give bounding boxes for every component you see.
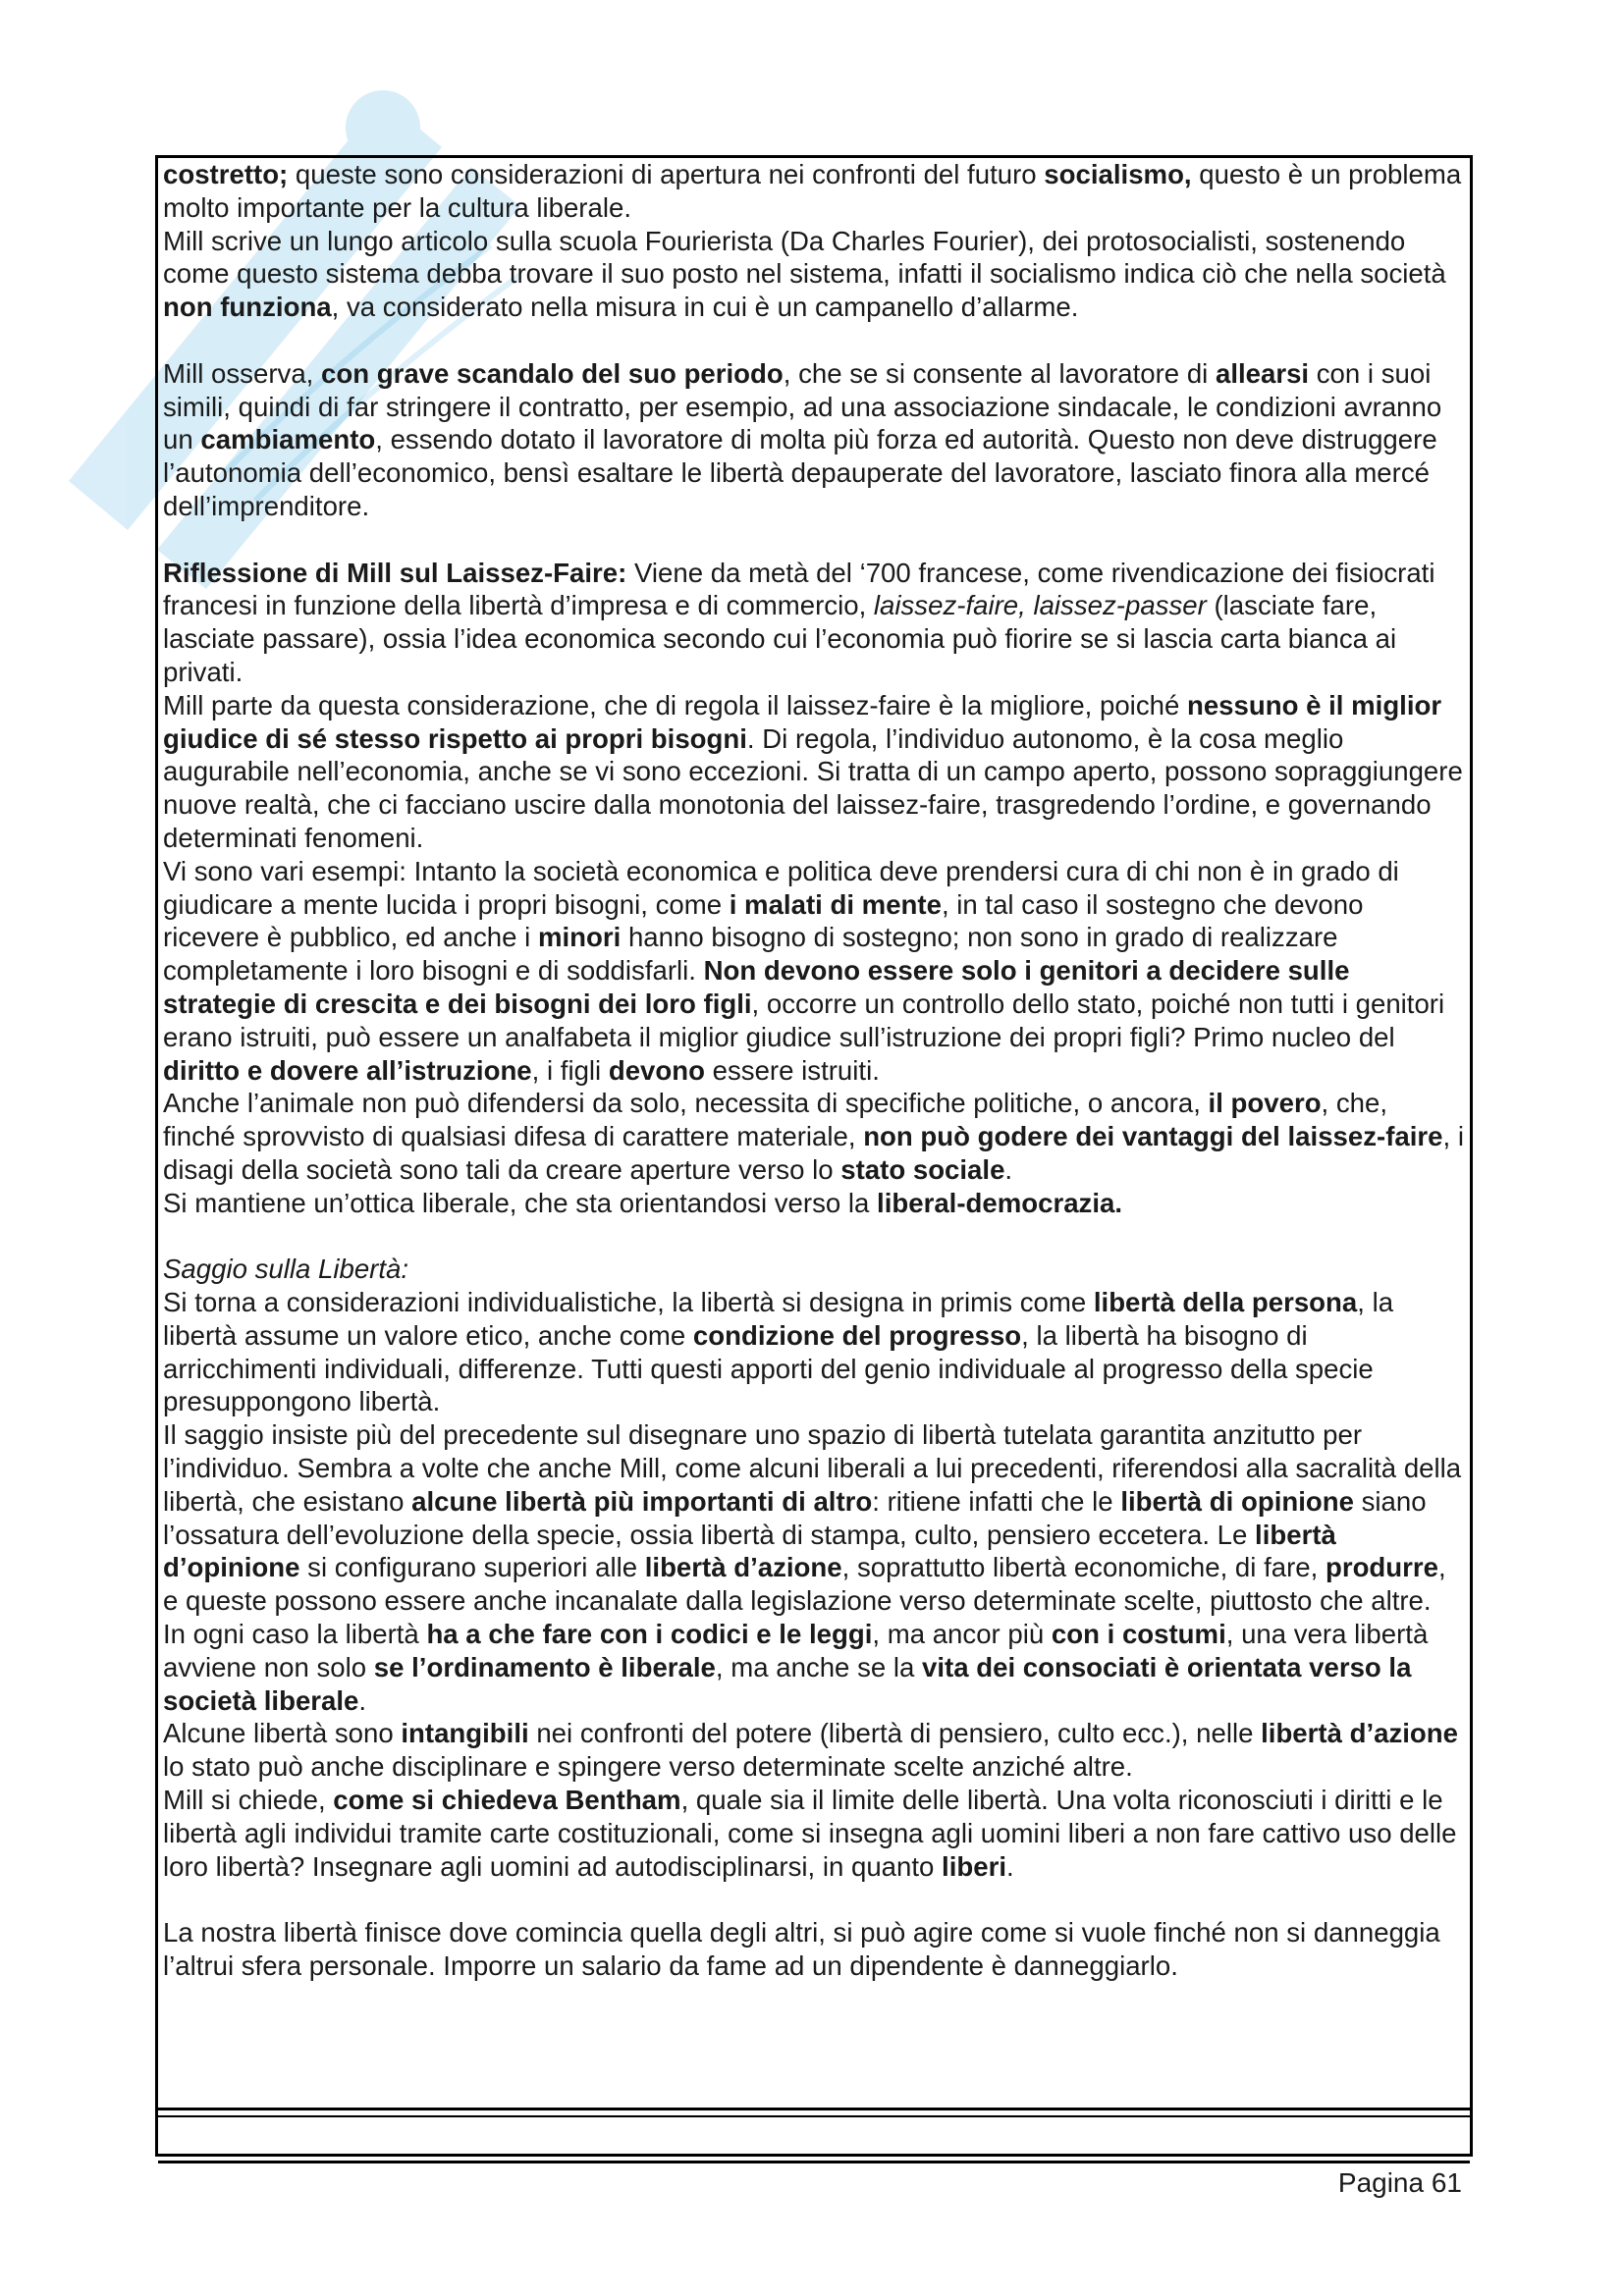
text-run: , la libertà ha bisogno di arricchimenti individuali, differenze. Tutti questi apporti del genio individuale al progresso della specie presuppongono libertà.	[163, 1319, 1374, 1417]
paragraph	[163, 1618, 1467, 1717]
text-run: siano l’ossatura dell’evoluzione della specie, ossia libertà di stampa, culto, pensiero eccetera. Le	[163, 1485, 1427, 1550]
text-run: : ritiene infatti che le	[872, 1485, 1121, 1517]
paragraph-gap	[163, 1220, 1467, 1254]
text-run: Viene da metà del ‘700 francese, come rivendicazione dei fisiocrati francesi in funzione della libertà d’impresa e di commercio,	[163, 557, 1435, 621]
bold-text: con grave scandalo del suo periodo	[321, 357, 784, 389]
text-run: , quale sia il limite delle libertà. Una volta riconosciuti i diritti e le libertà agli individui tramite carte costituzionali, come si insegna agli uomini liberi a non fare cattivo uso delle loro libertà? Insegnare agli uomini ad autodisciplinarsi, in quanto	[163, 1785, 1457, 1882]
footer-frame	[155, 2108, 1473, 2157]
bold-text: libertà d’opinione	[163, 1519, 1336, 1583]
bold-text: liberi	[942, 1850, 1006, 1882]
text-run: , i disagi della società sono tali da creare aperture verso lo	[163, 1121, 1464, 1185]
text-run: questo è un problema molto importante per la cultura liberale.	[163, 159, 1462, 223]
paragraph	[163, 158, 1467, 225]
bold-text: come si chiedeva Bentham	[333, 1785, 681, 1816]
text-run: Si torna a considerazioni individualistiche, la libertà si designa in primis come	[163, 1287, 1094, 1318]
bold-text: cambiamento	[200, 424, 376, 455]
paragraph	[163, 855, 1467, 1088]
text-run: Si mantiene un’ottica liberale, che sta orientandosi verso la	[163, 1187, 878, 1218]
page-number: Pagina 61	[1337, 2167, 1462, 2198]
paragraph	[163, 1187, 1467, 1220]
text-run: Mill parte da questa considerazione, che di regola il laissez-faire è la migliore, poiché	[163, 689, 1187, 721]
bold-text: vita dei consociati è orientata verso la società liberale	[163, 1651, 1412, 1716]
text-run: nei confronti del potere (libertà di pensiero, culto ecc.), nelle	[528, 1718, 1262, 1749]
bold-text: con i costumi	[1051, 1619, 1226, 1650]
text-run: , in tal caso il sostegno che devono ricevere è pubblico, ed anche i	[163, 888, 1364, 953]
paragraph	[163, 1784, 1467, 1883]
paragraph-gap	[163, 523, 1467, 557]
text-run: Il saggio insiste più del precedente sul disegnare uno spazio di libertà tutelata garantita anzitutto per l’individuo. Sembra a volte che anche Mill, come alcuni liberali a lui precedenti, riferendosi alla sacralità della libertà, che esistano	[163, 1419, 1462, 1517]
text-run: In ogni caso la libertà	[163, 1619, 427, 1650]
paragraph	[163, 1916, 1467, 1983]
bold-text: intangibili	[401, 1718, 529, 1749]
bold-text: minori	[537, 922, 622, 953]
text-run: (lasciate fare, lasciate passare), ossia l’idea economica secondo cui l’economia può fiorire se si lascia carta bianca ai privati.	[163, 590, 1397, 687]
bold-text: socialismo,	[1044, 159, 1192, 189]
bold-text: libertà della persona	[1093, 1287, 1358, 1318]
paragraph	[163, 225, 1467, 324]
text-run: , soprattutto libertà economiche, di fare,	[841, 1552, 1325, 1583]
text-run: , ma ancor più	[872, 1619, 1052, 1650]
paragraph	[163, 357, 1467, 523]
text-run: , una vera libertà avviene non solo	[163, 1619, 1429, 1682]
document-body	[163, 158, 1467, 1983]
bold-text: produrre	[1325, 1552, 1438, 1583]
text-run: , va considerato nella misura in cui è un campanello d’allarme.	[331, 292, 1079, 323]
text-run: Mill osserva,	[163, 357, 321, 389]
paragraph	[163, 1087, 1467, 1186]
bold-text: alcune libertà più importanti di altro	[411, 1485, 873, 1517]
paragraph	[163, 1418, 1467, 1618]
text-run: .	[358, 1684, 367, 1716]
bold-text: libertà d’azione	[1261, 1718, 1458, 1749]
bold-text: diritto e dovere all’istruzione	[163, 1054, 532, 1086]
bold-text: nessuno è il miglior giudice di sé stesso rispetto ai propri bisogni	[163, 689, 1442, 754]
text-run: Alcune libertà sono	[163, 1718, 402, 1749]
paragraph	[163, 1253, 1467, 1286]
bold-text: allearsi	[1215, 357, 1310, 389]
bold-text: Riflessione di Mill sul Laissez-Faire:	[163, 557, 627, 588]
text-run: , che, finché sprovvisto di qualsiasi difesa di carattere materiale,	[163, 1088, 1388, 1152]
text-run: Mill si chiede,	[163, 1785, 334, 1816]
text-run: , e queste possono essere anche incanalate dalla legislazione verso determinate scelte, piuttosto che altre.	[163, 1552, 1446, 1617]
text-run: , che se si consente al lavoratore di	[783, 357, 1216, 389]
italic-text: laissez-faire, laissez-passer	[873, 590, 1207, 621]
text-run: hanno bisogno di sostegno; non sono in grado di realizzare completamente i loro bisogni e di soddisfarli.	[163, 922, 1338, 987]
paragraph-gap	[163, 324, 1467, 357]
text-run: , i figli	[531, 1054, 609, 1086]
bold-text: non può godere dei vantaggi del laissez-faire	[863, 1121, 1443, 1152]
footer-divider-thick	[158, 2161, 1470, 2163]
text-run: .	[1004, 1153, 1013, 1185]
page-frame	[155, 155, 1473, 2198]
paragraph	[163, 1286, 1467, 1418]
paragraph-gap	[163, 1883, 1467, 1916]
text-run: lo stato può anche disciplinare e spingere verso determinate scelte anziché altre.	[163, 1751, 1133, 1783]
text-run: Mill scrive un lungo articolo sulla scuola Fourierista (Da Charles Fourier), dei protosocialisti, sostenendo come questo sistema debba trovare il suo posto nel sistema, infatti il socialismo indica ciò che nella società	[163, 225, 1446, 290]
text-run: , occorre un controllo dello stato, poiché non tutti i genitori erano istruiti, può essere un analfabeta il miglior giudice sull’istruzione dei propri figli? Primo nucleo del	[163, 988, 1445, 1052]
bold-text: condizione del progresso	[692, 1319, 1022, 1351]
bold-text: i malati di mente	[729, 888, 942, 920]
text-run: , la libertà assume un valore etico, anche come	[163, 1287, 1394, 1351]
bold-text: liberal-democrazia.	[877, 1187, 1123, 1218]
text-run: essere istruiti.	[704, 1054, 880, 1086]
bold-text: libertà di opinione	[1120, 1485, 1354, 1517]
text-run: Vi sono vari esempi: Intanto la società economica e politica deve prendersi cura di chi non è in grado di giudicare a mente lucida i propri bisogni, come	[163, 855, 1399, 920]
bold-text: stato sociale	[840, 1153, 1005, 1185]
bold-text: se l’ordinamento è liberale	[373, 1651, 716, 1682]
paragraph	[163, 557, 1467, 689]
text-run: .	[1006, 1850, 1014, 1882]
text-run: queste sono considerazioni di apertura nei confronti del futuro	[288, 159, 1045, 189]
text-run: . Di regola, l’individuo autonomo, è la cosa meglio augurabile nell’economia, anche se vi sono eccezioni. Si tratta di un campo aperto, possono sopraggiungere nuove realtà, che ci facciano uscire dalla monotonia del laissez-faire, trasgredendo l’ordine, e governando determinati fenomeni.	[163, 722, 1463, 853]
paragraph	[163, 689, 1467, 855]
text-run: , ma anche se la	[715, 1651, 923, 1682]
bold-text: Non devono essere solo i genitori a decidere sulle strategie di crescita e dei bisogni dei loro figli	[163, 955, 1350, 1019]
bold-text: il povero	[1208, 1088, 1322, 1119]
paragraph	[163, 1717, 1467, 1784]
text-run: , essendo dotato il lavoratore di molta più forza ed autorità. Questo non deve distruggere l’autonomia dell’economico, bensì esaltare le libertà depauperate del lavoratore, lasciato finora alla mercé dell’imprenditore.	[163, 424, 1437, 521]
text-run: Anche l’animale non può difendersi da solo, necessita di specifiche politiche, o ancora,	[163, 1088, 1209, 1119]
bold-text: libertà d’azione	[644, 1552, 842, 1583]
text-run: con i suoi simili, quindi di far stringere il contratto, per esempio, ad una associazione sindacale, le condizioni avranno un	[163, 357, 1442, 455]
bold-text: devono	[608, 1054, 705, 1086]
text-run: si configurano superiori alle	[299, 1552, 645, 1583]
bold-text: costretto;	[163, 159, 289, 189]
text-run: La nostra libertà finisce dove comincia quella degli altri, si può agire come si vuole finché non si danneggia l’altrui sfera personale. Imporre un salario da fame ad un dipendente è danneggiarlo.	[163, 1917, 1440, 1982]
bold-text: ha a che fare con i codici e le leggi	[426, 1619, 873, 1650]
bold-text: non funziona	[163, 292, 332, 323]
italic-text: Saggio sulla Libertà:	[163, 1254, 409, 1285]
